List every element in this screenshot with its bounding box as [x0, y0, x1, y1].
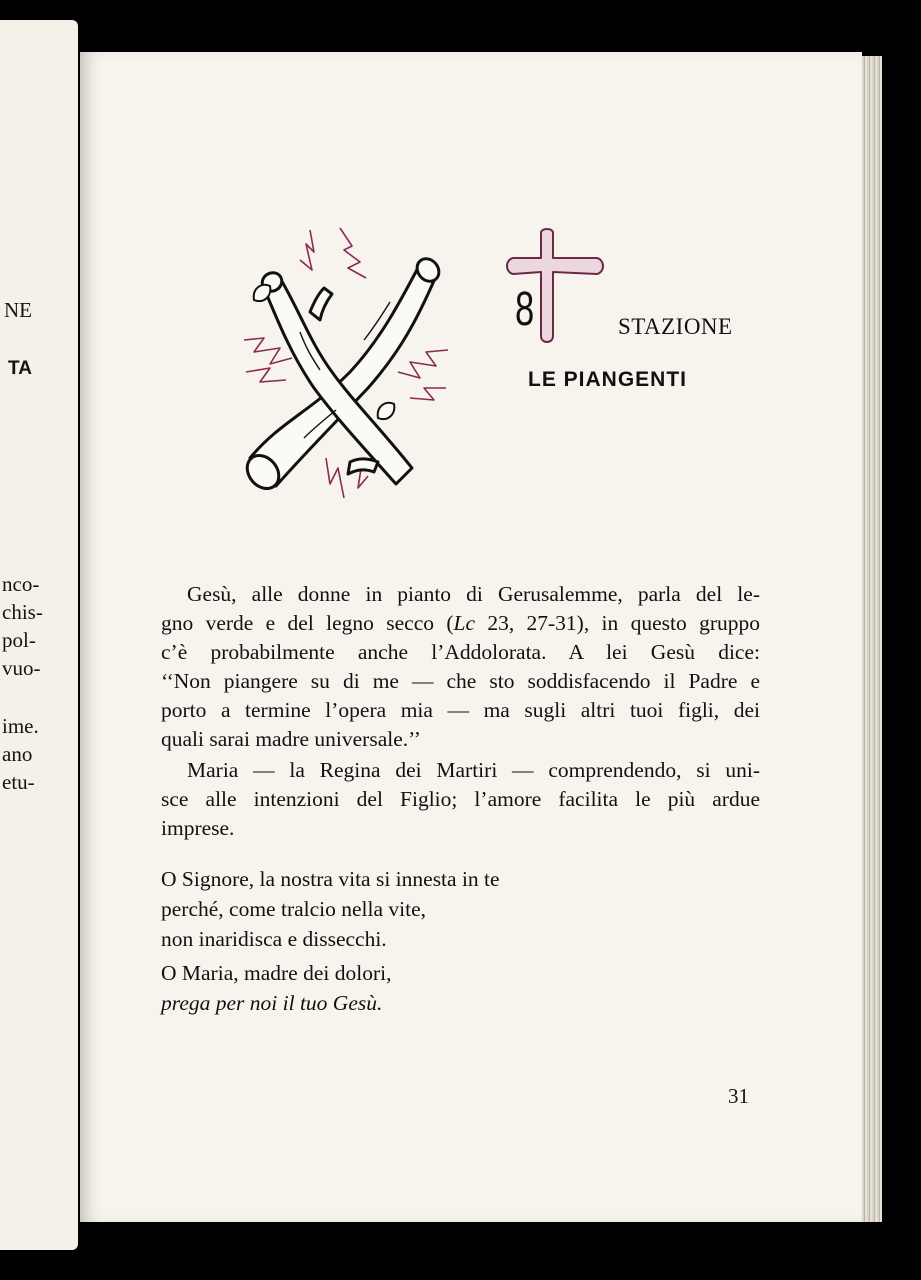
- text-line: sce alle intenzioni del Figlio; l’amore facilita le più ardue: [161, 787, 760, 811]
- left-page-fragment: TA: [8, 358, 32, 379]
- text-segment: gno verde e del legno secco (: [161, 611, 454, 635]
- facing-left-page: [0, 20, 78, 1250]
- prayer-line: non inaridisca e dissecchi.: [161, 927, 387, 951]
- bible-reference: Lc: [453, 611, 475, 635]
- thorn-outline: [340, 228, 366, 278]
- thorn-outline: [410, 388, 446, 400]
- left-page-fragment: etu-: [2, 770, 35, 794]
- station-title: LE PIANGENTI: [528, 368, 688, 391]
- paragraph-2: [161, 756, 760, 843]
- left-page-fragment: nco-: [2, 572, 40, 596]
- left-page-fragment: ano: [2, 742, 33, 766]
- prayer-line: perché, come tralcio nella vite,: [161, 897, 427, 921]
- invocation-response: prega per noi il tuo Gesù.: [161, 991, 383, 1015]
- branch-twig: [310, 288, 332, 320]
- thorn-outline: [300, 230, 314, 270]
- left-page-fragment: pol-: [2, 628, 36, 652]
- text-line: Maria — la Regina dei Martiri — comprendendo, si uni-: [187, 758, 760, 782]
- thorn-outline: [246, 368, 286, 382]
- thorn-outline: [326, 458, 344, 498]
- text-line: quali sarai madre universale.’’: [161, 727, 421, 751]
- text-line: Gesù, alle donne in pianto di Gerusalemme, parla del le-: [187, 582, 760, 606]
- text-line: porto a termine l’opera mia — ma sugli altri tuoi figli, dei: [161, 698, 760, 722]
- left-page-fragment: chis-: [2, 600, 43, 624]
- prayer: [161, 864, 500, 954]
- invocation: [161, 958, 391, 1018]
- text-line: imprese.: [161, 816, 235, 840]
- left-page-fragment: NE: [4, 298, 32, 322]
- text-line: ‘‘Non piangere su di me — che sto soddisfacendo il Padre e: [161, 669, 760, 693]
- text-line: c’è probabilmente anche l’Addolorata. A lei Gesù dice:: [161, 640, 760, 664]
- leaf-icon: [378, 403, 395, 419]
- left-page-fragment: ime.: [2, 714, 39, 738]
- body-text: [161, 580, 760, 843]
- branch-twig: [348, 459, 378, 474]
- thorn-outline: [244, 338, 292, 364]
- paragraph-1: [161, 580, 760, 754]
- invocation-line: O Maria, madre dei dolori,: [161, 961, 392, 985]
- station-label: STAZIONE: [618, 314, 733, 339]
- station-number: 8: [515, 283, 535, 336]
- page-number: 31: [728, 1084, 749, 1108]
- prayer-line: O Signore, la nostra vita si innesta in te: [161, 867, 500, 891]
- text-segment: 23, 27-31), in questo gruppo: [474, 611, 760, 635]
- text-line: [161, 609, 760, 638]
- thorn-outline: [398, 350, 448, 378]
- left-page-fragment: vuo-: [2, 656, 41, 680]
- crossed-branches-illustration: [240, 222, 455, 502]
